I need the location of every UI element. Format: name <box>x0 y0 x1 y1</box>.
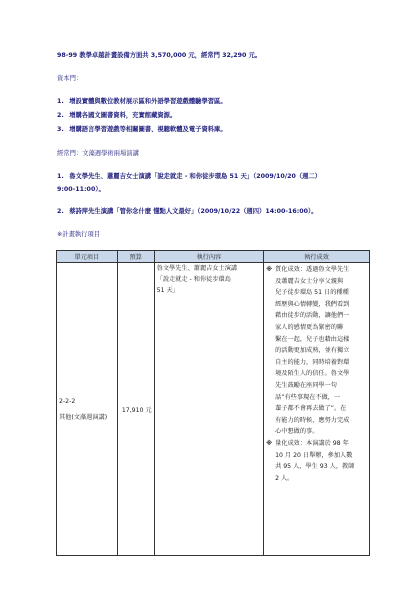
quantity-line: 2 人。 <box>275 474 294 482</box>
quality-line: 話”有些事現在不做，一 <box>275 393 341 401</box>
unit-cell <box>57 263 118 556</box>
unit-name: 其他(文藻週演講) <box>59 413 108 421</box>
quality-line: 輩子都不會再去做了”。在 <box>275 405 347 413</box>
capital-heading: 資本門： <box>57 75 83 82</box>
lecture-1-num: 1. <box>57 173 64 180</box>
table-header-row <box>57 251 370 263</box>
quantity-mark: ※ <box>266 439 273 447</box>
capital-item-3-text: 增購語言學習遊戲等相關圖書、視聽軟體及電子資料庫。 <box>69 126 227 133</box>
quality-line: 質化成效：透過魯文學先生 <box>275 266 350 273</box>
quantity-lines <box>275 438 354 484</box>
quality-line: 的活動更加成熟，並有獨立 <box>275 347 350 355</box>
header-unit: 單元項目 <box>57 251 118 263</box>
content-line: 51 天」 <box>156 286 179 294</box>
capital-item-2-num: 2. <box>57 112 64 119</box>
quantity-line: 共 95 人，學生 93 人，教師 <box>275 463 355 471</box>
capital-item-1-text: 增設實體與數位教材展示區和外語學習遊戲體驗學習區。 <box>69 98 227 105</box>
quantity-line: 量化成效：本演講於 98 年 <box>275 439 349 447</box>
content-cell <box>154 263 263 556</box>
amount-cell: 17,910 元 <box>117 263 154 556</box>
quality-line: 心中想做的事。 <box>275 428 319 436</box>
section-title: ※計畫執行項目 <box>57 231 101 238</box>
execution-table <box>56 250 370 556</box>
quality-lines <box>275 264 349 438</box>
table-row <box>57 263 370 556</box>
quality-mark: ※ <box>266 266 273 273</box>
unit-code: 2-2-2 <box>59 397 76 405</box>
quality-line: 先生鼓勵在座同學一句 <box>275 381 337 389</box>
recurrent-heading: 經常門：文藻週學術兩場演講 <box>57 150 139 157</box>
capital-item-1 <box>57 96 227 105</box>
capital-item-1-num: 1. <box>57 98 64 105</box>
quantity-line: 10 月 20 日舉辦，參加人數 <box>275 451 353 459</box>
capital-item-2 <box>57 110 176 119</box>
lecture-1-text: 魯文學先生、蕭麗吉女士演講「說走就走 - 和你徒步環島 51 天」（2009/10/20（週二） <box>69 173 322 180</box>
quality-line: 經歷與心情轉變，我們看到 <box>275 300 350 308</box>
quality-line: 境及陌生人的信任。魯文學 <box>275 370 350 378</box>
quality-line: 兒子徒步環島 51 日的種種 <box>275 289 349 297</box>
lecture-1-line1 <box>57 171 321 180</box>
capital-item-3 <box>57 124 227 133</box>
content-line: 魯文學先生、蕭麗吉女士演講 <box>156 265 238 272</box>
quality-block <box>266 264 367 438</box>
quality-line: 繫在一起，兒子也藉由這樣 <box>275 335 350 343</box>
result-cell <box>264 263 370 556</box>
quality-line: 藉由徒步的活動，讓他們一 <box>275 312 350 320</box>
header-budget: 預算 <box>117 251 154 263</box>
lecture-2-num: 2. <box>57 208 64 215</box>
budget-summary: 98-99 教學卓越計畫設備方面共 3,570,000 元，經常門 32,290 元。 <box>57 52 262 59</box>
quality-line: 有能力的時候，應努力完成 <box>275 416 350 424</box>
quality-line: 及蕭麗吉女士分享父親與 <box>275 277 344 285</box>
capital-item-2-text: 增購各國文圖書資料，充實館藏資源。 <box>69 112 177 119</box>
lecture-2 <box>57 206 317 215</box>
lecture-1-line2: 9:00-11:00）。 <box>57 186 105 193</box>
lecture-2-text: 蔡詩萍先生演講「管你念什麼 懂點人文最好」（2009/10/22（週四）14:00-16:00）。 <box>69 208 318 215</box>
header-result: 執行成效 <box>264 251 370 263</box>
quantity-block <box>266 438 367 484</box>
header-content: 執行內容 <box>154 251 263 263</box>
content-line: 「說走就走 - 和你徒步環島 <box>156 275 231 283</box>
quality-line: 家人的感情更為緊密的聯 <box>275 323 344 331</box>
quality-line: 自主的能力，同時培養對環 <box>275 358 350 366</box>
capital-item-3-num: 3. <box>57 126 64 133</box>
